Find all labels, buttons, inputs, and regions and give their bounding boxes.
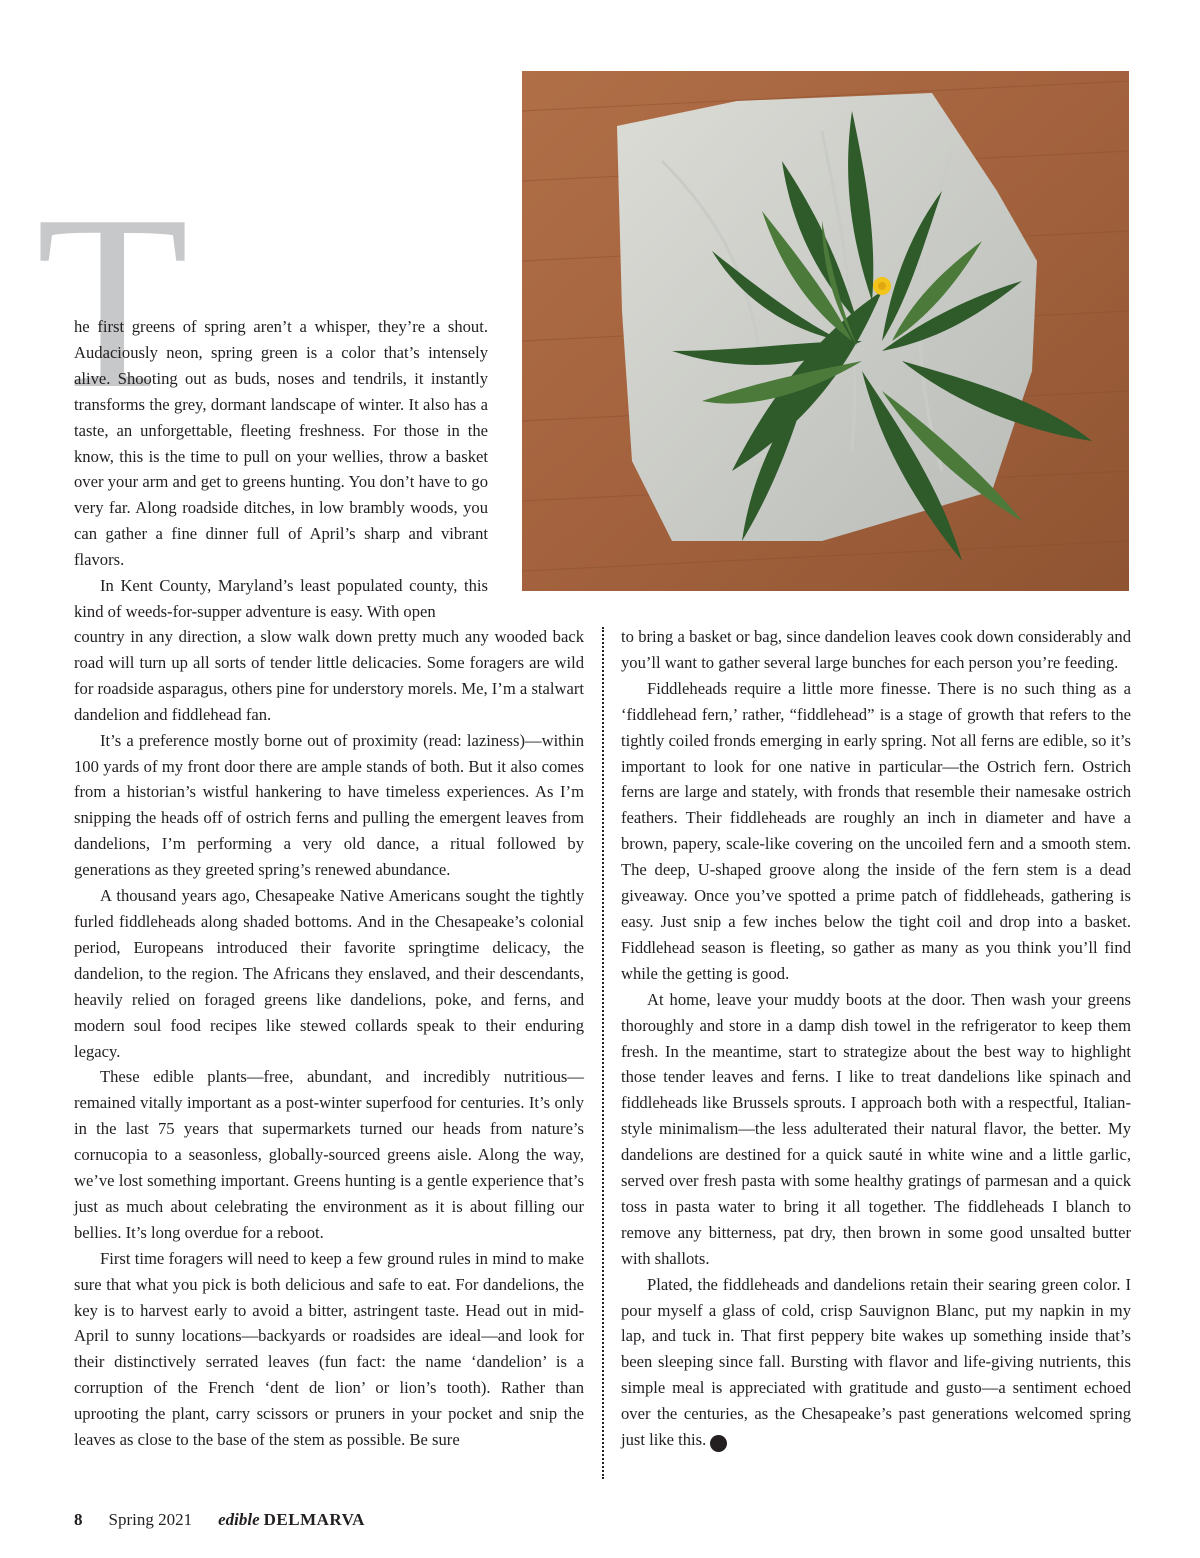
left-paragraph-4: These edible plants—free, abundant, and incredibly nutritious—remained vitally important as a post-winter superfood for centuries. It’s only in the last 75 years that supermarkets turned our heads from nature’s cornucopia to a seasonless, globally-sourced greens aisle. Along the way, we’ve lost something important. Greens hunting is a gentle experience that’s just as much about celebrating the environment as it is about filling our bellies. It’s long overdue for a reboot. bbox=[74, 1067, 584, 1242]
right-paragraph-2: Fiddleheads require a little more finesse. There is no such thing as a ‘fiddlehead fern,’ rather, “fiddlehead” is a stage of growth that refers to the tightly coiled fronds emerging in early spring. Not all ferns are edible, so it’s important to look for one native in particular—the Ostrich fern. Ostrich ferns are large and stately, with fronds that resemble their namesake ostrich feathers. Their fiddleheads are roughly an inch in diameter and have a brown, papery, scale-like covering on the uncoiled fern and a smooth stem. The deep, U-shaped groove along the inside of the fern stem is a dead giveaway. Once you’ve spotted a prime patch of fiddleheads, gathering is easy. Just snip a few inches below the tight coil and drop into a basket. Fiddlehead season is fleeting, so gather as many as you think you’ll find while the getting is good. bbox=[621, 678, 1131, 983]
magazine-brand bbox=[218, 1510, 365, 1530]
intro-paragraph-1: he first greens of spring aren’t a whisper, they’re a shout. Audaciously neon, spring green is a color that’s intensely alive. Shooting out as buds, noses and tendrils, it instantly transforms the grey, dormant landscape of winter. It also has a taste, an unforgettable, fleeting freshness. For those in the know, this is the time to pull on your wellies, throw a basket over your arm and get to greens hunting. You don’t have to go very far. Along roadside ditches, in low brambly woods, you can gather a fine dinner full of April’s sharp and vibrant flavors. bbox=[74, 317, 488, 570]
page-number: 8 bbox=[74, 1510, 83, 1529]
issue-date: Spring 2021 bbox=[108, 1510, 193, 1529]
left-paragraph-2: It’s a preference mostly borne out of proximity (read: laziness)—within 100 yards of my front door there are ample stands of both. But it also comes from a historian’s wistful hankering to have timeless experiences. As I’m snipping the heads off of ostrich ferns and pulling the emergent leaves from dandelions, I’m performing a very old dance, a ritual followed by generations as they greeted spring’s renewed abundance. bbox=[74, 730, 584, 880]
brand-name: DELMARVA bbox=[263, 1510, 365, 1529]
page-footer bbox=[74, 1510, 365, 1530]
end-mark-icon: e bbox=[710, 1435, 727, 1452]
intro-paragraph-2: In Kent County, Maryland’s least populated county, this kind of weeds-for-supper adventure is easy. With open bbox=[74, 576, 488, 621]
left-column bbox=[74, 624, 584, 1453]
intro-column bbox=[74, 314, 488, 625]
left-paragraph-5: First time foragers will need to keep a few ground rules in mind to make sure that what you pick is both delicious and safe to eat. For dandelions, the key is to harvest early to avoid a bitter, astringent taste. Head out in mid-April to sunny locations—backyards or roadsides are ideal—and look for their distinctively serrated leaves (fun fact: the name ‘dandelion’ is a corruption of the French ‘dent de lion’ or lion’s tooth). Rather than uprooting the plant, carry scissors or pruners in your pocket and snip the leaves as close to the base of the stem as possible. Be sure bbox=[74, 1248, 584, 1450]
right-paragraph-4-text: Plated, the fiddleheads and dandelions retain their searing green color. I pour myself a glass of cold, crisp Sauvignon Blanc, put my napkin in my lap, and tuck in. That first peppery bite wakes up something inside that’s been sleeping since fall. Bursting with flavor and life-giving nutrients, this simple meal is appreciated with gratitude and gusto—a sentiment echoed over the centuries, as the Chesapeake’s past generations welcomed spring just like this. bbox=[621, 1274, 1131, 1450]
dandelion-greens-image bbox=[522, 71, 1129, 591]
left-paragraph-1: country in any direction, a slow walk down pretty much any wooded back road will turn up all sorts of tender little delicacies. Some foragers are wild for roadside asparagus, others pine for understory morels. Me, I’m a stalwart dandelion and fiddlehead fan. bbox=[74, 627, 584, 724]
brand-prefix: edible bbox=[218, 1510, 260, 1529]
right-paragraph-3: At home, leave your muddy boots at the door. Then wash your greens thoroughly and store in a damp dish towel in the refrigerator to keep them fresh. In the meantime, start to strategize about the best way to highlight those tender leaves and ferns. I like to treat dandelions like spinach and fiddleheads like Brussels sprouts. I approach both with a respectful, Italian-style minimalism—the less adulterated their natural flavor, the better. My dandelions are destined for a quick sauté in white wine and a little garlic, served over fresh pasta with some healthy gratings of parmesan and a quick toss in pasta water to bring it all together. The fiddleheads I blanch to remove any bitterness, pat dry, then brown in some good unsalted butter with shallots. bbox=[621, 989, 1131, 1268]
left-paragraph-3: A thousand years ago, Chesapeake Native Americans sought the tightly furled fiddleheads along shaded bottoms. And in the Chesapeake’s colonial period, Europeans introduced their favorite springtime delicacy, the dandelion, to the region. The Africans they enslaved, and their descendants, heavily relied on foraged greens like dandelions, poke, and ferns, and modern soul food recipes like stewed collards speak to their enduring legacy. bbox=[74, 886, 584, 1061]
column-divider bbox=[602, 627, 604, 1479]
right-paragraph-1: to bring a basket or bag, since dandelion leaves cook down considerably and you’ll want to gather several large bunches for each person you’re feeding. bbox=[621, 627, 1131, 672]
right-column bbox=[621, 624, 1131, 1453]
right-paragraph-4 bbox=[621, 1272, 1131, 1453]
drop-cap: T bbox=[36, 164, 189, 441]
dandelion-greens-photo bbox=[522, 71, 1129, 591]
